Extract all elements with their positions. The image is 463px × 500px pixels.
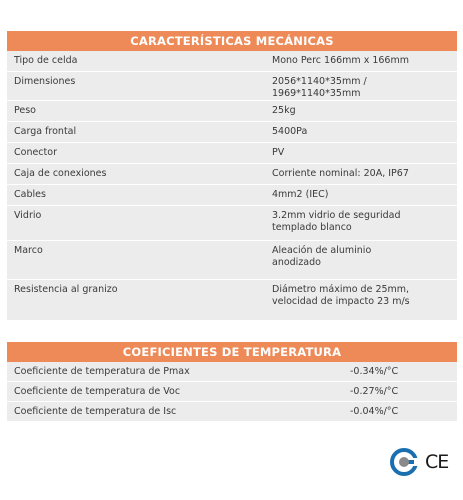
mechanical-section	[7, 31, 457, 321]
ce-mark: CE	[425, 451, 449, 473]
mechanical-header: CARACTERÍSTICAS MECÁNICAS	[7, 31, 457, 51]
spec-value: Mono Perc 166mm x 166mm	[272, 55, 409, 66]
spec-value: 25kg	[272, 105, 296, 116]
spec-label: Conector	[14, 147, 57, 158]
spec-row	[7, 51, 457, 72]
spec-value: Aleación de aluminio anodizado	[272, 245, 372, 268]
coef-value: -0.27%/°C	[350, 385, 399, 397]
spec-value: Corriente nominal: 20A, IP67	[272, 168, 409, 179]
certification-icon	[389, 447, 419, 477]
coef-label: Coeficiente de temperatura de Pmax	[14, 366, 190, 377]
certification-center	[399, 457, 409, 467]
spec-row	[7, 206, 457, 241]
spec-label: Resistencia al granizo	[14, 284, 118, 295]
spec-label: Tipo de celda	[14, 55, 78, 66]
coef-row	[7, 382, 457, 402]
coef-value: -0.34%/°C	[350, 365, 399, 377]
spec-row	[7, 72, 457, 101]
spec-label: Caja de conexiones	[14, 168, 107, 179]
spec-row	[7, 185, 457, 206]
spec-value: PV	[272, 147, 285, 158]
spec-value: 5400Pa	[272, 126, 308, 137]
certification-logos	[389, 447, 457, 477]
spec-label: Peso	[14, 105, 36, 116]
spec-label: Vidrio	[14, 210, 42, 221]
spec-value: 3.2mm vidrio de seguridad templado blanco	[272, 210, 401, 233]
temperature-section	[7, 342, 457, 422]
spec-value: 2056*1140*35mm / 1969*1140*35mm	[272, 76, 367, 99]
coef-label: Coeficiente de temperatura de Voc	[14, 386, 181, 397]
spec-value: Diámetro máximo de 25mm, velocidad de impacto 23 m/s	[272, 284, 410, 307]
spec-row	[7, 280, 457, 321]
temperature-header: COEFICIENTES DE TEMPERATURA	[7, 342, 457, 362]
spec-row	[7, 164, 457, 185]
spec-value: 4mm2 (IEC)	[272, 189, 329, 200]
spec-row	[7, 143, 457, 164]
coef-label: Coeficiente de temperatura de Isc	[14, 406, 177, 417]
coef-row	[7, 362, 457, 382]
coef-row	[7, 402, 457, 422]
spec-label: Cables	[14, 189, 46, 200]
spec-label: Marco	[14, 245, 43, 256]
spec-label: Carga frontal	[14, 126, 77, 137]
coef-value: -0.04%/°C	[350, 405, 399, 417]
spec-row	[7, 241, 457, 280]
spec-label: Dimensiones	[14, 76, 76, 87]
spec-row	[7, 101, 457, 122]
spec-row	[7, 122, 457, 143]
